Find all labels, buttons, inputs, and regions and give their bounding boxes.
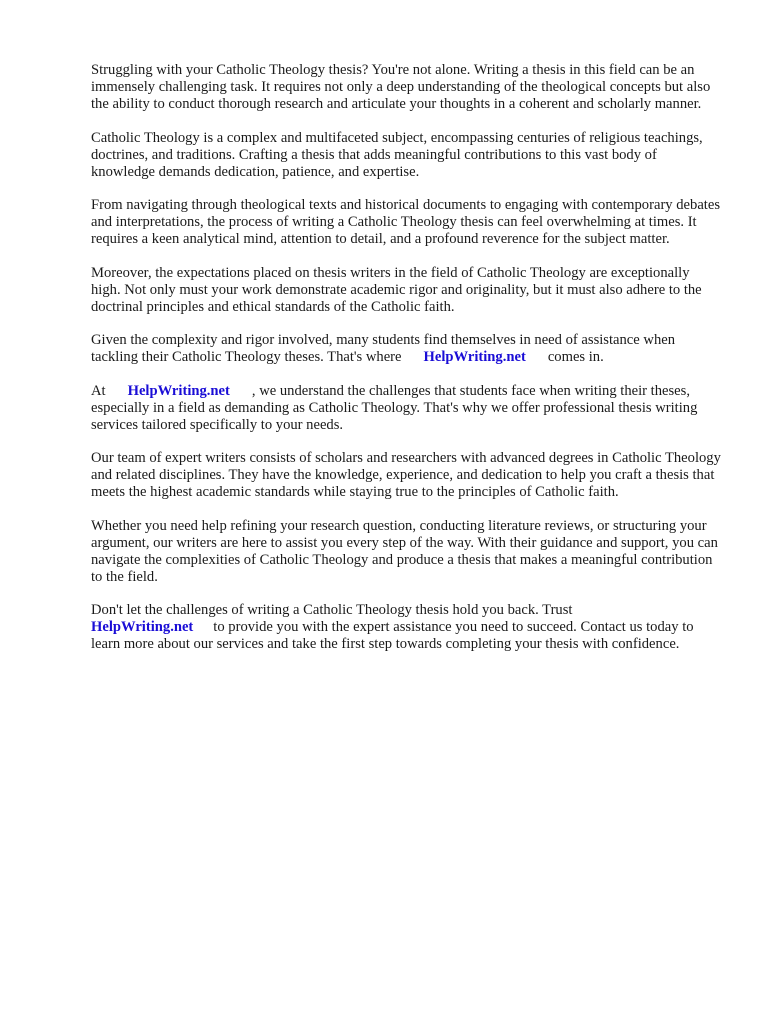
paragraph-expectations: Moreover, the expectations placed on thesis writers in the field of Catholic Theology are exceptionally high. Not only must your work demonstrate academic rigor and originality, but it must also adhere to the doctrinal principles and ethical standards of the Catholic faith. [91, 264, 702, 315]
paragraph-closing-tail: to provide you with the expert assistance you need to succeed. Contact us today to learn more about our services and take the first step towards completing your thesis with confidence. [91, 619, 694, 652]
paragraph-process: From navigating through theological texts and historical documents to engaging with contemporary debates and interpretations, the process of writing a Catholic Theology thesis can feel overwhelming at times. It requires a keen analytical mind, attention to detail, and a profound reverence for the subject matter. [91, 197, 721, 247]
paragraph-about [91, 383, 721, 434]
paragraph-team: Our team of expert writers consists of scholars and researchers with advanced degrees in Catholic Theology and related disciplines. They have the knowledge, experience, and dedication to help you craft a thesis that meets the highest academic standards while staying true to the principles of Catholic faith. [91, 450, 721, 500]
document-page [91, 62, 721, 670]
paragraph-about-lead: At [91, 382, 106, 399]
paragraph-assistance-text: Given the complexity and rigor involved, many students find themselves in need of assistance when tackling their Catholic Theology theses. That's where [91, 332, 676, 365]
paragraph-complexity: Catholic Theology is a complex and multifaceted subject, encompassing centuries of religious teachings, doctrines, and traditions. Crafting a thesis that adds meaningful contributions to this vast body of knowledge demands dedication, patience, and expertise. [91, 129, 703, 180]
helpwriting-link-3[interactable]: HelpWriting.net [91, 619, 194, 635]
paragraph-closing [91, 602, 721, 653]
helpwriting-link-2[interactable]: HelpWriting.net [127, 382, 230, 399]
paragraph-about-text: , we understand the challenges that students face when writing their theses, especially in a field as demanding as Catholic Theology. That's why we offer professional thesis writing services tailored specifically to your needs. [91, 382, 698, 433]
paragraph-closing-text: Don't let the challenges of writing a Catholic Theology thesis hold you back. Trust [91, 602, 573, 618]
paragraph-assistance [91, 332, 721, 366]
paragraph-support: Whether you need help refining your research question, conducting literature reviews, or structuring your argument, our writers are here to assist you every step of the way. With their guidance and support, you can navigate the complexities of Catholic Theology and produce a thesis that makes a meaningful contribution to the field. [91, 517, 718, 585]
paragraph-intro: Struggling with your Catholic Theology thesis? You're not alone. Writing a thesis in this field can be an immensely challenging task. It requires not only a deep understanding of the theological concepts but also the ability to conduct thorough research and articulate your thoughts in a coherent and scholarly manner. [91, 62, 711, 112]
paragraph-assistance-tail: comes in. [547, 349, 604, 365]
helpwriting-link-1[interactable]: HelpWriting.net [423, 349, 526, 365]
